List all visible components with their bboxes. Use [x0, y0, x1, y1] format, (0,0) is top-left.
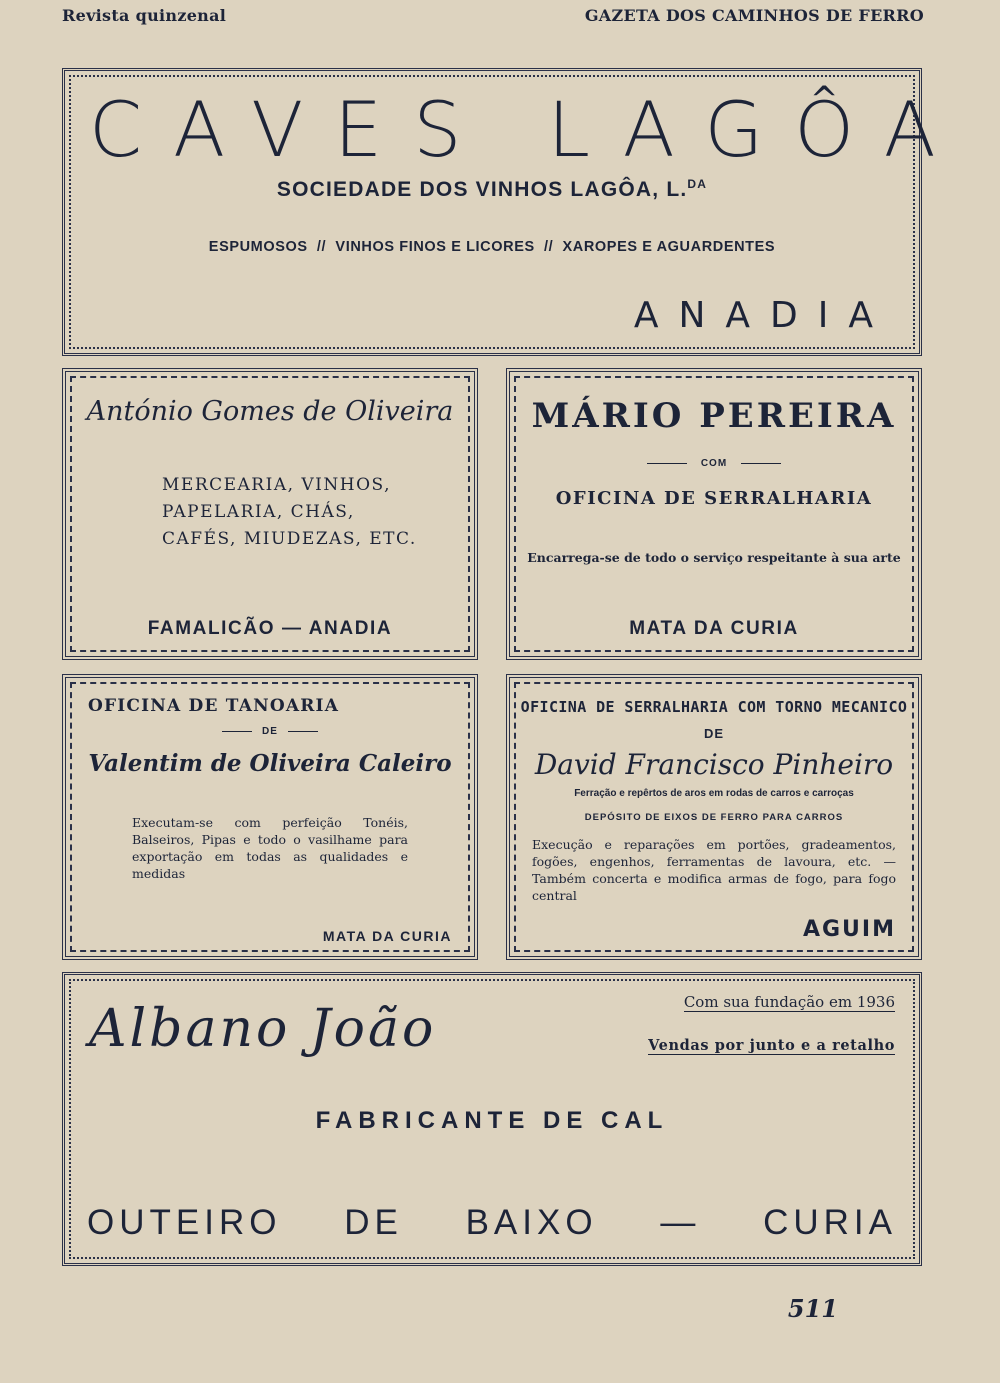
caves-place: ANADIA	[633, 295, 893, 336]
david-place: AGUIM	[802, 917, 896, 942]
page-number: 511	[787, 1294, 838, 1323]
antonio-goods-line: MERCEARIA, VINHOS,	[162, 475, 391, 495]
ad-antonio-gomes	[62, 368, 478, 660]
david-name: David Francisco Pinheiro	[534, 748, 894, 781]
antonio-name: António Gomes de Oliveira	[86, 396, 454, 427]
mario-description: Encarrega-se de todo o serviço respeitante à sua arte	[527, 550, 901, 565]
valentim-place: MATA DA CURIA	[322, 928, 452, 944]
antonio-goods-line: CAFÉS, MIUDEZAS, ETC.	[162, 529, 417, 549]
ad-caves-lagoa	[62, 68, 967, 356]
caves-company-suffix: DA	[687, 177, 708, 191]
running-head-left: Revista quinzenal	[62, 6, 227, 25]
antonio-place: FAMALICÃO — ANADIA	[147, 618, 393, 639]
running-head-right: GAZETA DOS CAMINHOS DE FERRO	[584, 6, 924, 25]
albano-place: OUTEIRO DE BAIXO — CURIA	[87, 1203, 897, 1242]
david-de: DE	[703, 726, 725, 741]
mario-name: MÁRIO PEREIRA	[531, 396, 897, 436]
antonio-goods	[162, 472, 417, 553]
mario-business: OFICINA DE SERRALHARIA	[555, 488, 873, 509]
david-line1: Ferração e repêrtos de aros em rodas de carros e carroças	[574, 788, 854, 799]
caves-products: ESPUMOSOS // VINHOS FINOS E LICORES // XAROPES E AGUARDENTES	[208, 239, 776, 255]
ad-albano-joao	[62, 972, 922, 1266]
ad-valentim	[62, 674, 478, 960]
mario-com: COM	[510, 458, 918, 469]
caves-title: CAVES LAGÔA	[89, 85, 967, 174]
albano-founded: Com sua fundação em 1936	[683, 993, 895, 1011]
ad-mario-pereira	[506, 368, 922, 660]
david-title: OFICINA DE SERRALHARIA COM TORNO MECANICO	[520, 698, 908, 716]
david-line2: DEPÓSITO DE EIXOS DE FERRO PARA CARROS	[584, 812, 844, 823]
david-description: Execução e reparações em portões, gradeamentos, fogões, engenhos, ferramentas de lavoura, etc. — Também concerta e modifica armas de fogo, para fogo central	[532, 837, 896, 903]
ad-david-pinheiro	[506, 674, 922, 960]
antonio-goods-line: PAPELARIA, CHÁS,	[162, 502, 355, 522]
caves-company	[65, 177, 919, 202]
caves-company-name: SOCIEDADE DOS VINHOS LAGÔA, L.	[276, 178, 688, 201]
mario-place: MATA DA CURIA	[629, 618, 799, 639]
valentim-title: OFICINA DE TANOARIA	[88, 696, 340, 716]
valentim-de: DE	[66, 726, 474, 737]
albano-sales: Vendas por junto e a retalho	[648, 1037, 895, 1054]
albano-trade: FABRICANTE DE CAL	[315, 1107, 669, 1134]
albano-name: Albano João	[89, 999, 437, 1059]
valentim-name: Valentim de Oliveira Caleiro	[88, 750, 452, 777]
valentim-description: Executam-se com perfeição Tonéis, Balseiros, Pipas e todo o vasilhame para exportação em todas as qualidades e medidas	[132, 815, 408, 881]
